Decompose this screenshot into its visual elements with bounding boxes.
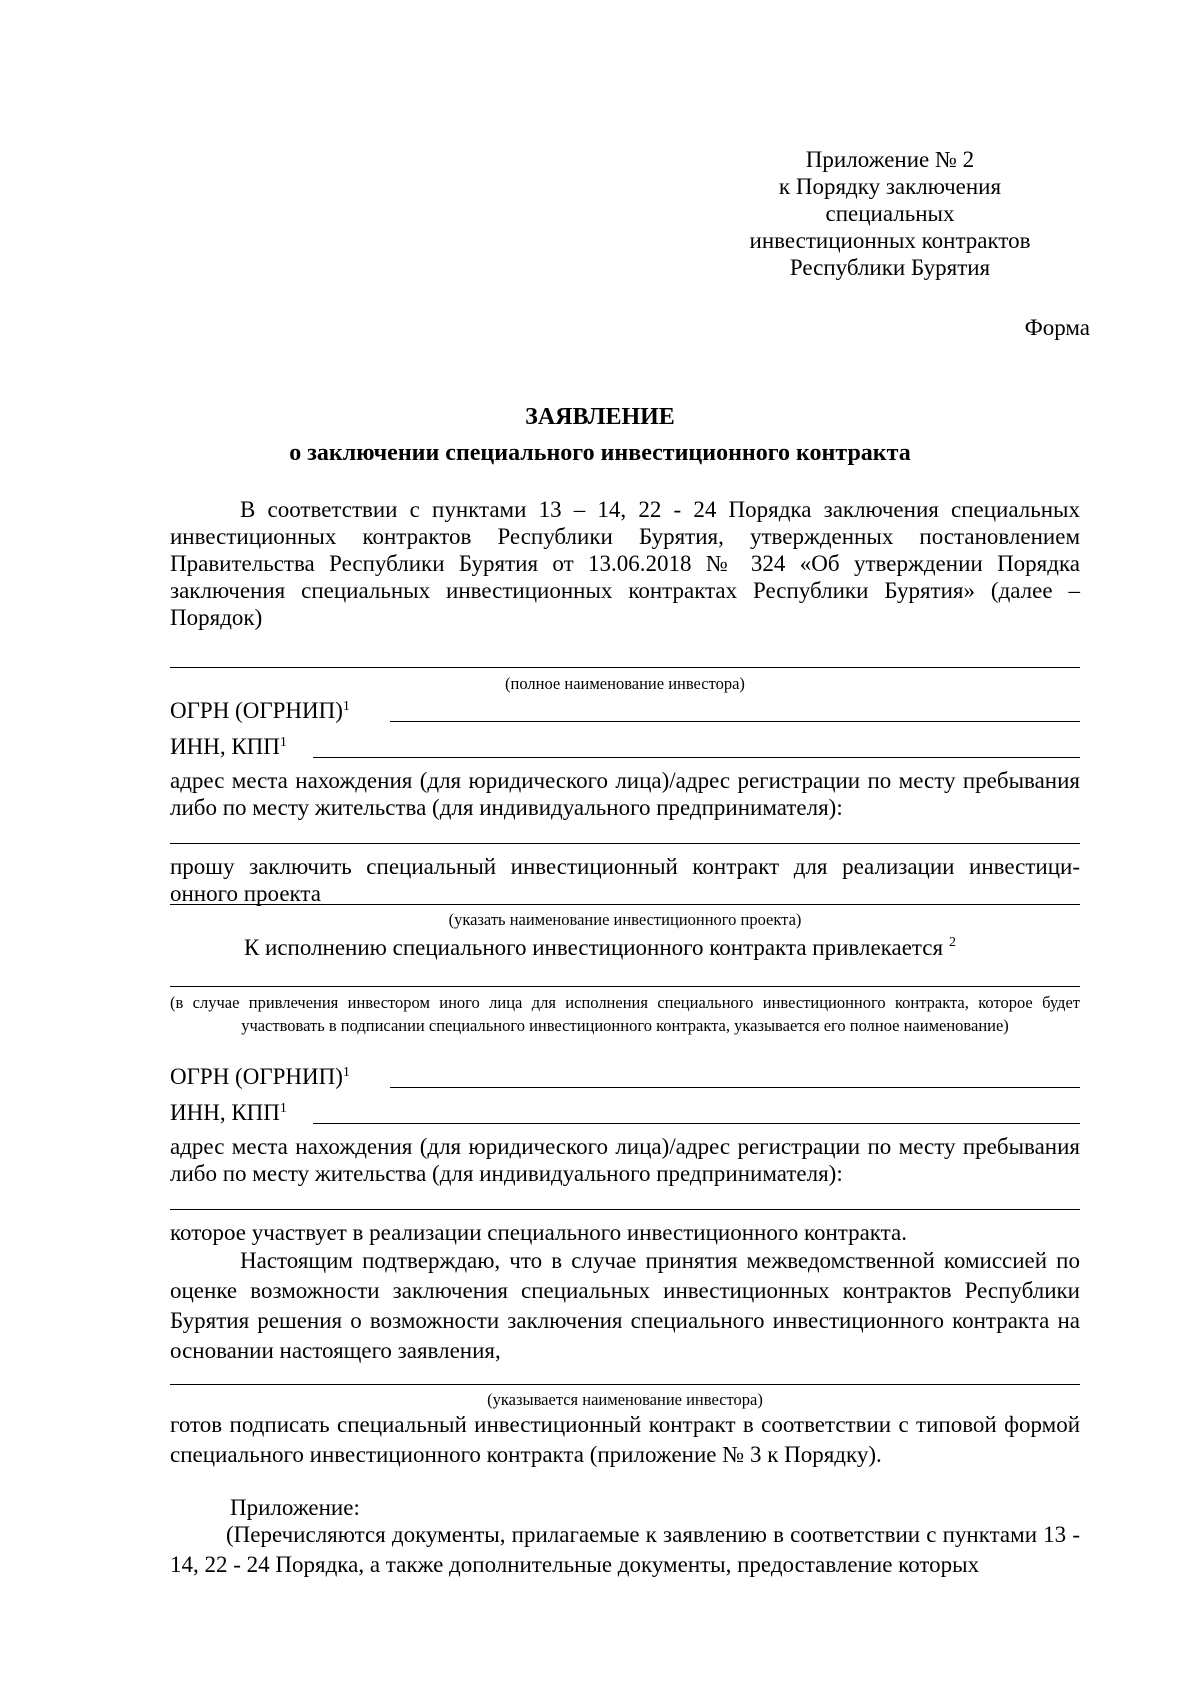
annex-block <box>700 146 1080 281</box>
attachment-paragraph: (Перечисляются документы, прилагаемые к заявлению в соответствии с пунктами 13 - 14, 22 - 24 Порядка, а также дополнительные документы, предоставление которых <box>170 1522 1080 1577</box>
investor-name-caption-2: (указывается наименование инвестора) <box>487 1390 763 1409</box>
other-ogrn-label: ОГРН (ОГРНИП)$^1$ <box>170 1064 350 1089</box>
attachment-label: Приложение: <box>230 1495 360 1520</box>
ogrn-label: ОГРН (ОГРНИП)$^1$ <box>170 698 350 723</box>
other-address-text: адрес места нахождения (для юридического лица)/адрес регистрации по месту пребывания либо по месту жительства (для индивидуального предпринимателя): <box>170 1134 1080 1186</box>
other-ogrn-field[interactable] <box>390 1087 1080 1088</box>
request-text-line-1: прошу заключить специальный инвестиционный контракт для реализации инвестици- <box>170 854 1080 879</box>
annex-line: к Порядку заключения <box>778 174 1002 199</box>
footnote-mark: 1 <box>342 1065 350 1080</box>
document-subtitle: о заключении специального инвестиционного контракта <box>289 440 911 466</box>
annex-line: специальных <box>825 201 955 226</box>
investor-address-field[interactable] <box>170 843 1080 844</box>
investor-name-field[interactable] <box>170 667 1080 668</box>
request-text-line-2: онного проекта <box>170 881 321 906</box>
investor-name-signature-field[interactable] <box>170 1384 1080 1385</box>
footnote-mark: 1 <box>342 699 350 714</box>
footnote-mark: 1 <box>279 735 287 750</box>
annex-line: Республики Бурятия <box>789 255 991 280</box>
other-inn-kpp-field[interactable] <box>313 1123 1080 1124</box>
investor-name-caption: (полное наименование инвестора) <box>505 674 745 693</box>
ogrn-field[interactable] <box>390 721 1080 722</box>
other-address-field[interactable] <box>170 1209 1080 1210</box>
involved-caption: (в случае привлечения инвестором иного лица для исполнения специального инвестиционного контракта, которое будет участвовать в подписании специального инвестиционного контракта, указывается его полное наименование) <box>170 993 1080 1035</box>
form-label: Форма <box>1024 315 1090 340</box>
project-caption: (указать наименование инвестиционного проекта) <box>448 910 802 929</box>
investor-address-text: адрес места нахождения (для юридического лица)/адрес регистрации по месту пребывания либо по месту жительства (для индивидуального предпринимателя): <box>170 768 1080 820</box>
confirm-paragraph: Настоящим подтверждаю, что в случае принятия межведомственной комиссией по оценке возможности заключения специальных инвестиционных контрактов Республики Бурятия решения о возможности заключения специального инвестиционного контракта на основании настоящего заявления, <box>170 1248 1080 1363</box>
participates-text: которое участвует в реализации специального инвестиционного контракта. <box>170 1220 907 1245</box>
inn-kpp-field[interactable] <box>313 757 1080 758</box>
other-inn-kpp-label: ИНН, КПП$^1$ <box>170 1100 287 1125</box>
ready-paragraph: готов подписать специальный инвестиционный контракт в соответствии с типовой формой специального инвестиционного контракта (приложение № 3 к Порядку). <box>170 1412 1080 1467</box>
annex-line: инвестиционных контрактов <box>749 228 1031 253</box>
annex-line: Приложение № 2 <box>805 147 975 172</box>
project-name-field[interactable] <box>170 904 1080 905</box>
footnote-mark: 1 <box>279 1101 287 1116</box>
intro-paragraph: В соответствии с пунктами 13 – 14, 22 - 24 Порядка заключения специальных инвестиционных контрактов Республики Бурятия, утвержденных постановлением Правительства Республики Бурятия от 13.06.2018 № 324 «Об утверждении Порядка заключения специальных инвестиционных контрактах Республики Бурятия» (далее – Порядок) <box>170 497 1080 630</box>
document-title: ЗАЯВЛЕНИЕ <box>525 404 675 430</box>
involved-text: К исполнению специального инвестиционного контракта привлекается $^2$ <box>243 935 957 960</box>
inn-kpp-label: ИНН, КПП$^1$ <box>170 734 287 759</box>
footnote-mark: 2 <box>949 935 957 950</box>
involved-party-field[interactable] <box>170 986 1080 987</box>
